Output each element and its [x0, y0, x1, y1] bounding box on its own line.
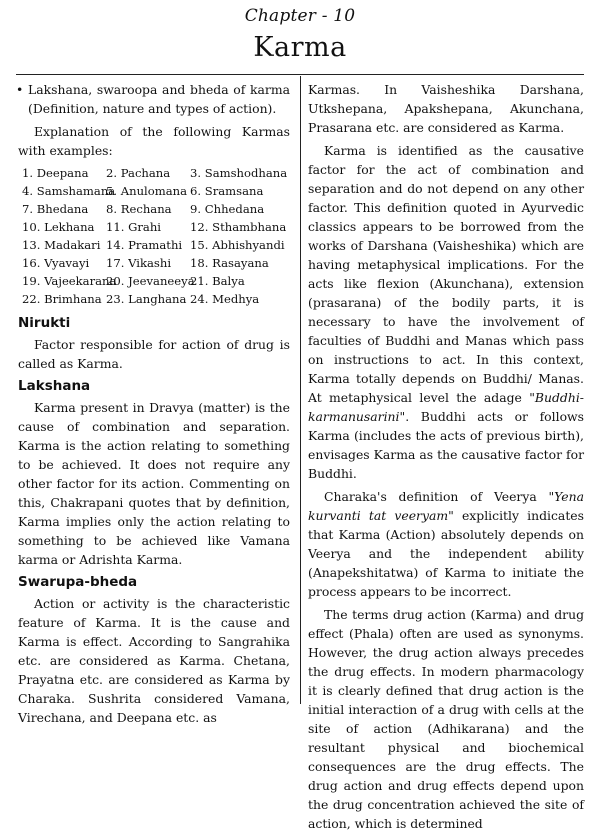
karma-item: 10. Lekhana	[22, 220, 95, 234]
karma-item: 21. Balya	[190, 274, 245, 288]
karma-item: 19. Vajeekarana	[22, 274, 117, 288]
paragraph-2-quote: "Buddhi-karmanusarini"	[308, 390, 584, 424]
karma-item: 12. Sthambhana	[190, 220, 287, 234]
paragraph-2-a: Karma is identified as the causative factor for the act of combination and separation and do not depend on any other factor. This definition quoted in Ayurvedic classics appears to be borrowed from the works of Darshana (Vaisheshika) which are having metaphysical implications. For the acts like flexion (Akunchana), extension (prasarana) of the bodily parts, it is necessary to have the involvement of faculties of Buddhi and Manas which pass on instructions to act. In this context, Karma totally depends on Buddhi/ Manas. At metaphysical level the adage	[308, 143, 584, 405]
karma-item: 13. Madakari	[22, 238, 101, 252]
paragraph-3-a: Charaka's definition of Veerya	[324, 489, 549, 504]
nirukti-heading: Nirukti	[18, 315, 71, 331]
right-column	[308, 80, 584, 837]
paragraph-3-quote: "Yena kurvanti tat veeryam"	[308, 489, 584, 523]
karma-item: 20. Jeevaneeya	[106, 274, 195, 288]
karma-item: 22. Brimhana	[22, 292, 102, 306]
karma-item: 4. Samshamana	[22, 184, 116, 198]
chapter-number: Chapter - 10	[244, 6, 356, 26]
nirukti-text: Factor responsible for action of drug is called as Karma.	[18, 337, 290, 371]
explanation-text: Explanation of the following Karmas with examples:	[18, 124, 290, 158]
intro-bullet: • Lakshana, swaroopa and bheda of karma (Definition, nature and types of action).	[18, 80, 290, 118]
karma-item: 5. Anulomana	[106, 184, 188, 198]
karma-item: 1. Deepana	[22, 166, 89, 180]
karma-item: 6. Sramsana	[190, 184, 264, 198]
karma-item: 15. Abhishyandi	[190, 238, 285, 252]
header-rule	[16, 74, 584, 75]
karma-list	[22, 164, 290, 308]
lakshana-heading: Lakshana	[18, 378, 91, 394]
karma-item: 7. Bhedana	[22, 202, 89, 216]
lakshana-text: Karma present in Dravya (matter) is the cause of combination and separation. Karma is the action relating to something to be achieved. It does not require any other factor for its action. Commenting on this, Chakrapani quotes that by definition, Karma implies only the action relating to something to be achieved like Vamana karma or Adrishta Karma.	[18, 400, 290, 567]
column-divider	[300, 76, 301, 704]
karma-item: 18. Rasayana	[190, 256, 269, 270]
karma-item: 14. Pramathi	[106, 238, 183, 252]
swarupa-heading: Swarupa-bheda	[18, 574, 138, 590]
karma-item: 8. Rechana	[106, 202, 172, 216]
paragraph-4: The terms drug action (Karma) and drug effect (Phala) often are used as synonyms. However, the drug action always precedes the drug effects. In modern pharmacology it is clearly defined that drug action is the initial interaction of a drug with cells at the site of action (Adhikarana) and the resultant physical and biochemical consequences are the drug effects. The drug action and drug effects depend upon the drug concentration achieved the site of action, which is determined	[308, 607, 584, 831]
karma-item: 9. Chhedana	[190, 202, 265, 216]
paragraph-2-b: . Buddhi acts or follows Karma (includes the acts of previous birth), envisages Karma as the causative factor for Buddhi.	[308, 409, 584, 481]
paragraph-2	[308, 141, 584, 483]
karma-item: 11. Grahi	[106, 220, 162, 234]
karma-item: 23. Langhana	[106, 292, 187, 306]
karma-item: 16. Vyavayi	[22, 256, 90, 270]
paragraph-3	[308, 487, 584, 601]
karma-item: 3. Samshodhana	[190, 166, 288, 180]
paragraph-1: Karmas. In Vaisheshika Darshana, Utkshepana, Apakshepana, Akunchana, Prasarana etc. are considered as Karma.	[308, 82, 584, 135]
karma-item: 2. Pachana	[106, 166, 171, 180]
chapter-title: Karma	[253, 32, 347, 63]
karma-item: 17. Vikashi	[106, 256, 172, 270]
karma-item: 24. Medhya	[190, 292, 260, 306]
left-column	[18, 80, 290, 731]
swarupa-text: Action or activity is the characteristic feature of Karma. It is the cause and Karma is effect. According to Sangrahika etc. are considered as Karma. Chetana, Prayatna etc. are considered as Karma by Charaka. Sushrita considered Vamana, Virechana, and Deepana etc. as	[18, 596, 290, 725]
paragraph-3-b: explicitly indicates that Karma (Action) absolutely depends on Veerya and the independent ability (Anapekshitatwa) of Karma to initiate the process appears to be incorrect.	[308, 508, 584, 599]
